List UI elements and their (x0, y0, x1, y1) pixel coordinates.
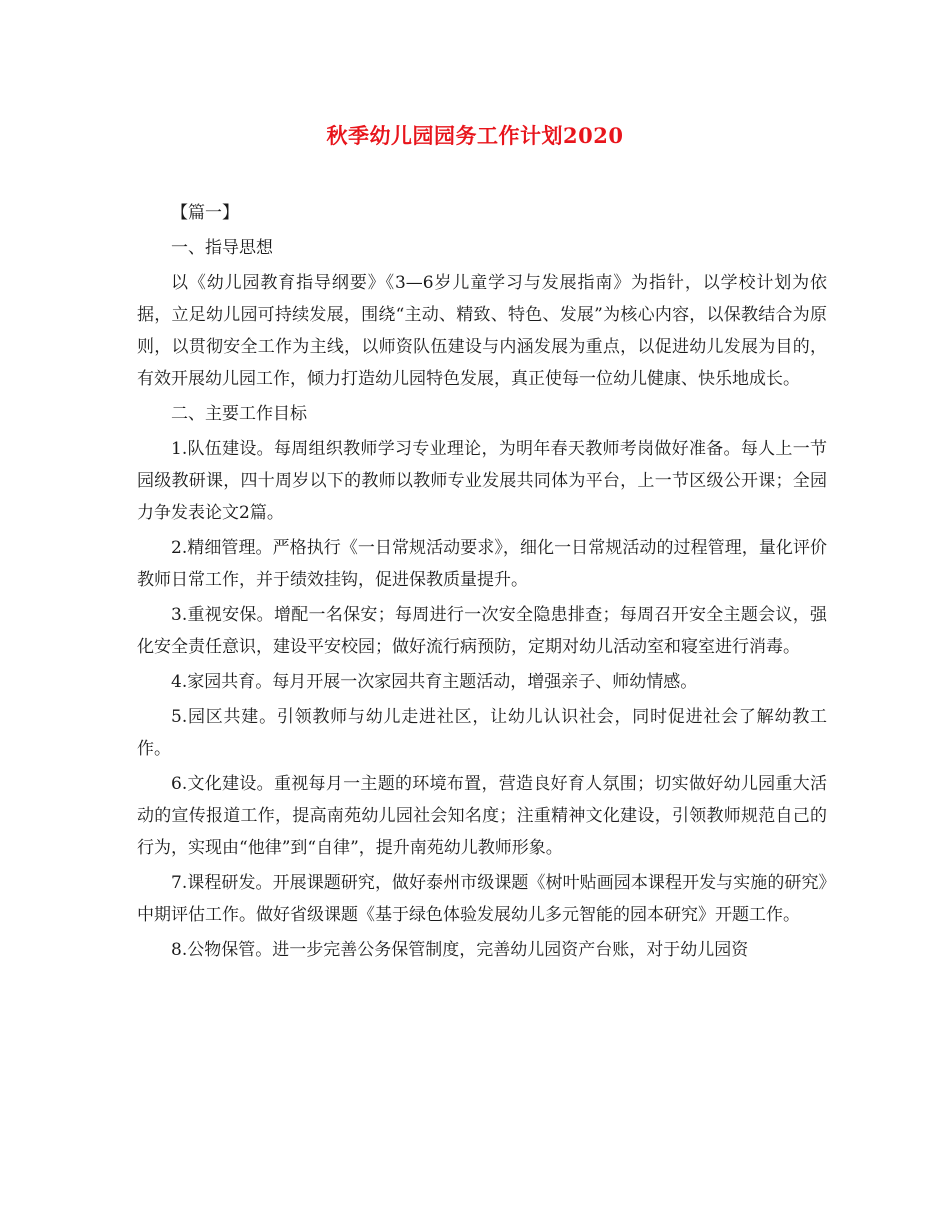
paragraph-goal-5: 5.园区共建。引领教师与幼儿走进社区，让幼儿认识社会，同时促进社会了解幼教工作。 (137, 707, 827, 759)
heading-guiding-ideology: 一、指导思想 (171, 238, 273, 258)
paragraph-goal-6: 6.文化建设。重视每月一主题的环境布置，营造良好育人氛围；切实做好幼儿园重大活动的宣传报道工作，提高南苑幼儿园社会知名度；注重精神文化建设，引领教师规范自己的行为，实现由“他律”到“自律”，提升南苑幼儿教师形象。 (137, 774, 827, 858)
document-title: 秋季幼儿园园务工作计划2020 (326, 123, 624, 148)
section-heading-part-one: 【篇一】 (171, 203, 239, 223)
heading-main-goals: 二、主要工作目标 (171, 404, 307, 424)
paragraph-guiding-ideology: 以《幼儿园教育指导纲要》《3—6岁儿童学习与发展指南》为指针，以学校计划为依据，立足幼儿园可持续发展，围绕“主动、精致、特色、发展”为核心内容，以保教结合为原则，以贯彻安全工作为主线，以师资队伍建设与内涵发展为重点，以促进幼儿发展为目的，有效开展幼儿园工作，倾力打造幼儿园特色发展，真正使每一位幼儿健康、快乐地成长。 (137, 273, 827, 389)
paragraph-goal-3: 3.重视安保。增配一名保安；每周进行一次安全隐患排查；每周召开安全主题会议，强化安全责任意识，建设平安校园；做好流行病预防，定期对幼儿活动室和寝室进行消毒。 (137, 605, 827, 657)
paragraph-goal-1: 1.队伍建设。每周组织教师学习专业理论，为明年春天教师考岗做好准备。每人上一节园级教研课，四十周岁以下的教师以教师专业发展共同体为平台，上一节区级公开课；全园力争发表论文2篇。 (137, 439, 827, 523)
paragraph-goal-7: 7.课程研发。开展课题研究，做好泰州市级课题《树叶贴画园本课程开发与实施的研究》中期评估工作。做好省级课题《基于绿色体验发展幼儿多元智能的园本研究》开题工作。 (137, 873, 827, 925)
paragraph-goal-2: 2.精细管理。严格执行《一日常规活动要求》，细化一日常规活动的过程管理，量化评价教师日常工作，并于绩效挂钩，促进保教质量提升。 (137, 538, 827, 590)
paragraph-goal-8: 8.公物保管。进一步完善公务保管制度，完善幼儿园资产台账，对于幼儿园资 (171, 940, 749, 960)
document-body (137, 197, 827, 969)
paragraph-goal-4: 4.家园共育。每月开展一次家园共育主题活动，增强亲子、师幼情感。 (171, 672, 698, 692)
